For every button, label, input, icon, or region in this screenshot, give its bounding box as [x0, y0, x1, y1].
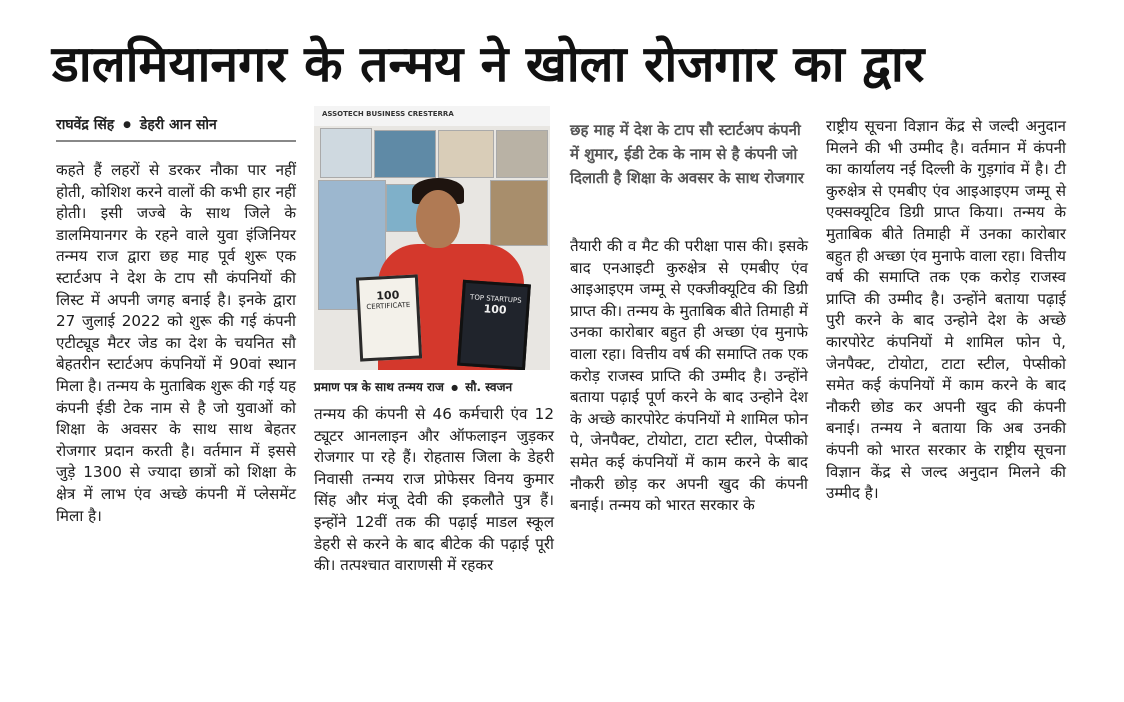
photo-display-panel: [490, 180, 548, 246]
byline: [56, 114, 296, 142]
photo-display-panel: [496, 130, 548, 178]
headline: डालमियानगर के तन्मय ने खोला रोजगार का द्वार: [52, 35, 925, 93]
photo-display-panel: [438, 130, 494, 178]
photo-display-panel: [320, 128, 372, 178]
photo-person-face: [416, 190, 460, 248]
article-column-4: राष्ट्रीय सूचना विज्ञान केंद्र से जल्दी अनुदान मिलने की भी उम्मीद है। वर्तमान में कंपनी का कार्यालय नई दिल्ली के गुड़गांव में है। टी कुरुक्षेत्र से एमबीए एंव आइआइएम जम्मू से एक्सक्यूटिव डिग्री प्राप्त किया। तन्मय के मुताबिक बीते तिमाही में उनका कारोबार बहुत ही अच्छा एंव मुनाफे वाला रहा। वित्तीय वर्ष की समाप्ति तक एक करोड़ राजस्व प्राप्ति की उम्मीद है। उन्होंने बताया पढ़ाई पुरी करने के बाद उन्होने देश के अच्छे कारपोरेट कंपनियों मे शामिल फोन पे, जेनपैक्ट, टोयोटा, टाटा स्टील, पेप्सीको समेत कई कंपनियों में काम करने के बाद नौकरी छोड कर अपनी खुद की कंपनी बनाई। तन्मय ने बताया कि अब उनकी कंपनी को भारत सरकार के राष्ट्रीय सूचना विज्ञान केंद्र से जल्द अनुदान मिलने की उम्मीद है।: [826, 117, 1066, 503]
photo-caption: [314, 378, 554, 397]
certificate-label: TOP STARTUPS: [469, 293, 522, 305]
bullet-icon: ●: [123, 120, 131, 130]
photo-banner: ASSOTECH BUSINESS CRESTERRA: [314, 106, 550, 126]
photo-display-panel: [374, 130, 436, 178]
bullet-icon: ●: [451, 382, 459, 392]
article-column-2: तन्मय की कंपनी से 46 कर्मचारी एंव 12 ट्यूटर आनलाइन और ऑफलाइन जुड़कर रोजगार पा रहे हैं। रोहतास जिला के डेहरी निवासी तन्मय राज प्रोफेसर विनय कुमार सिंह और मंजू देवी की इकलौते पुत्र हैं। इन्होंने 12वीं तक की पढ़ाई माडल स्कूल डेहरी से करने के बाद बीटेक की पढ़ाई पूरी की। तत्पश्चात वाराणसी में रहकर: [314, 405, 554, 575]
byline-location: डेहरी आन सोन: [139, 117, 217, 133]
certificate-label: CERTIFICATE: [366, 300, 411, 312]
certificate-number: 100: [483, 302, 507, 317]
article-column-3: तैयारी की व मैट की परीक्षा पास की। इसके बाद एनआइटी कुरुक्षेत्र से एमबीए एंव आइआइएम जम्मू से एक्जीक्यूटिव की डिग्री प्राप्त की। तन्मय के मुताबिक बीते तिमाही में उनका कारोबार बहुत ही अच्छा एंव मुनाफे वाला रहा। वित्तीय वर्ष की समाप्ति तक एक करोड़ राजस्व प्राप्ति की उम्मीद है। उन्होंने बताया पढ़ाई पूर्ण करने के बाद उन्होने देश के अच्छे कारपोरेट कंपनियों मे शामिल फोन पे, जेनपैक्ट, टोयोटा, टाटा स्टील, पेप्सीको समेत कई कंपनियों में काम करने के बाद नौकरी छोड़ कर अपनी खुद की कंपनी बनाई। तन्मय को भारत सरकार के: [570, 237, 808, 515]
certificate-frame-right: [457, 280, 531, 370]
article-photo: [314, 106, 550, 370]
certificate-frame-left: [356, 274, 422, 361]
caption-credit: सौ. स्वजन: [465, 380, 513, 394]
caption-text: प्रमाण पत्र के साथ तन्मय राज: [314, 380, 444, 394]
article-column-1: कहते हैं लहरों से डरकर नौका पार नहीं होती, कोशिश करने वालों की कभी हार नहीं होती। इसी जज्बे के साथ जिले के डालमियानगर के रहने वाले युवा इंजिनियर तन्मय राज द्वारा छह माह पूर्व शुरू एक स्टार्टअप ने देश के टाप सौ कंपनियों की लिस्ट में अपनी जगह बनाई है। इनके द्वारा 27 जुलाई 2022 को शुरू की गई कंपनी एटीट्यूड मैटर जेड का देश के चयनित सौ बेहतरीन स्टार्टअप कंपनियों में 90वां स्थान मिला है। तन्मय के मुताबिक शुरू की गई यह कंपनी ईडी टेक नाम से है जो युवाओं को शिक्षा के अवसर के साथ साथ बेहतर रोजगार प्रदान करती है। वर्तमान में इससे जुड़े 1300 से ज्यादा छात्रों को शिक्षा के क्षेत्र में लाभ एंव अच्छे कंपनी में प्लेसमेंट मिला है।: [56, 161, 296, 525]
certificate-number: 100: [376, 288, 400, 303]
pull-quote: छह माह में देश के टाप सौ स्टार्टअप कंपनी में शुमार, ईडी टेक के नाम से है कंपनी जो दिलाती है शिक्षा के अवसर के साथ रोजगार: [570, 121, 804, 187]
byline-author: राघवेंद्र सिंह: [56, 117, 115, 133]
